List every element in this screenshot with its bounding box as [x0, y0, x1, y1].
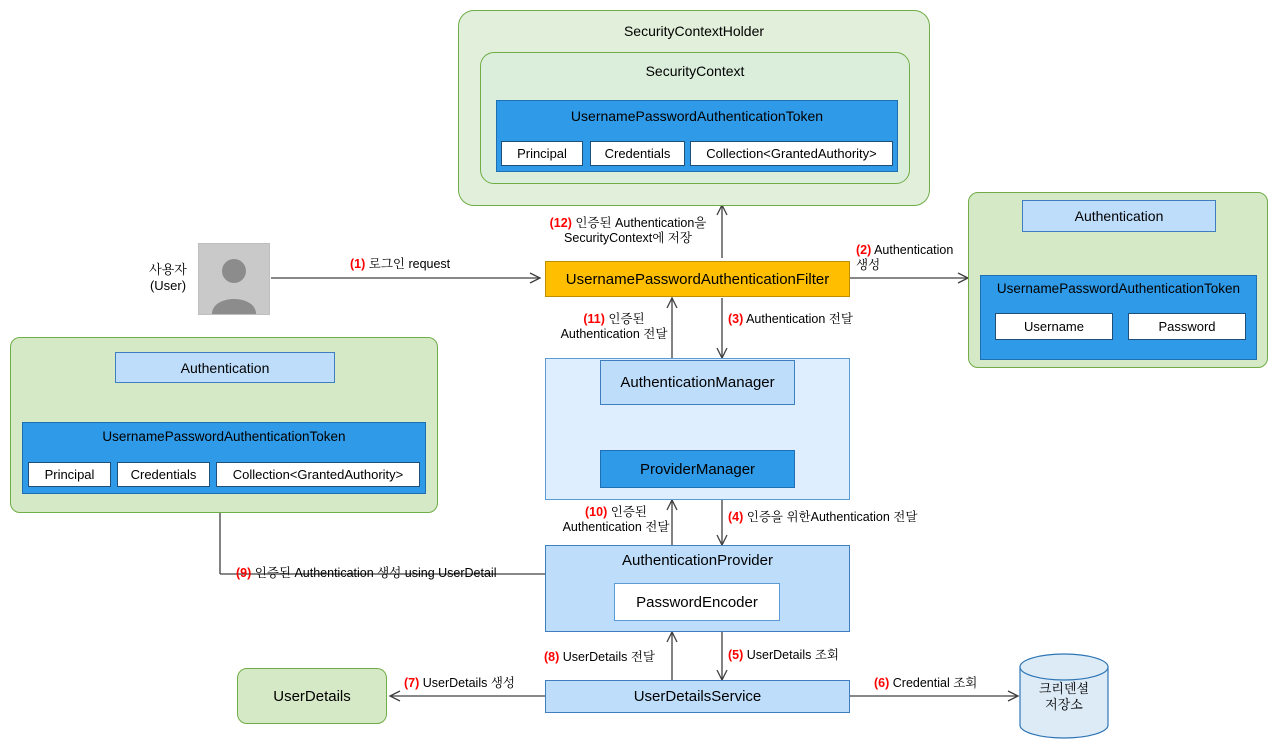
- annotation-1-num: (1): [350, 257, 366, 271]
- user-details-service: UserDetailsService: [545, 680, 850, 713]
- annotation-10: [556, 505, 676, 535]
- authentication-left: Authentication: [115, 352, 335, 383]
- username-password-authentication-filter: UsernamePasswordAuthenticationFilter: [545, 261, 850, 297]
- annotation-5: [728, 648, 839, 663]
- user-label-line1: 사용자: [149, 262, 187, 277]
- token-top-label: UsernamePasswordAuthenticationToken: [570, 108, 824, 124]
- annotation-11: [554, 312, 674, 342]
- annotation-12-text: 인증된 Authentication을: [575, 216, 707, 230]
- annotation-4-num: (4): [728, 510, 744, 524]
- annotation-8-num: (8): [544, 650, 560, 664]
- security-context-holder-label: SecurityContextHolder: [623, 23, 765, 39]
- authentication-provider-label: AuthenticationProvider: [622, 552, 773, 569]
- annotation-6-text: Credential 조회: [892, 676, 978, 690]
- annotation-11-num: (11): [583, 312, 605, 326]
- authorities-top: Collection<GrantedAuthority>: [690, 141, 893, 166]
- annotation-3: [728, 312, 853, 327]
- credential-store-label-line2: 저장소: [1045, 697, 1083, 712]
- annotation-10-text: 인증된: [610, 505, 647, 519]
- annotation-2: [856, 243, 976, 273]
- annotation-9-text: 인증된 Authentication 생성 using UserDetail: [254, 566, 497, 580]
- annotation-10-num: (10): [585, 505, 608, 519]
- annotation-11-text2: Authentication 전달: [560, 327, 668, 341]
- annotation-4-text: 인증을 위한Authentication 전달: [746, 510, 918, 524]
- annotation-7-text: UserDetails 생성: [422, 676, 515, 690]
- annotation-8: [544, 650, 655, 665]
- user-label: [140, 262, 196, 294]
- token-right-label: UsernamePasswordAuthenticationToken: [996, 281, 1241, 296]
- authorities-left: Collection<GrantedAuthority>: [216, 462, 420, 487]
- annotation-12: [528, 216, 728, 246]
- annotation-3-num: (3): [728, 312, 744, 326]
- authentication-right: Authentication: [1022, 200, 1216, 232]
- annotation-2-text2: 생성: [856, 258, 881, 272]
- annotation-4: [728, 510, 917, 525]
- authentication-manager: AuthenticationManager: [600, 360, 795, 405]
- annotation-1: [350, 257, 450, 272]
- annotation-12-text2: SecurityContext에 저장: [564, 231, 692, 245]
- annotation-7-num: (7): [404, 676, 420, 690]
- annotation-9: [236, 566, 497, 581]
- annotation-5-num: (5): [728, 648, 744, 662]
- principal-left: Principal: [28, 462, 111, 487]
- annotation-2-num: (2): [856, 243, 872, 257]
- annotation-2-text: Authentication: [874, 243, 954, 257]
- annotation-9-num: (9): [236, 566, 252, 580]
- credentials-left: Credentials: [117, 462, 210, 487]
- annotation-10-text2: Authentication 전달: [562, 520, 670, 534]
- credential-store-label: [1018, 681, 1110, 713]
- annotation-11-text: 인증된: [608, 312, 645, 326]
- provider-manager: ProviderManager: [600, 450, 795, 488]
- principal-top: Principal: [501, 141, 583, 166]
- annotation-7: [404, 676, 515, 691]
- password-field: Password: [1128, 313, 1246, 340]
- annotation-3-text: Authentication 전달: [746, 312, 853, 326]
- annotation-1-text: 로그인 request: [368, 257, 451, 271]
- user-details: UserDetails: [237, 668, 387, 724]
- annotation-8-text: UserDetails 전달: [562, 650, 655, 664]
- user-avatar: [198, 243, 270, 315]
- token-left-label: UsernamePasswordAuthenticationToken: [102, 429, 346, 444]
- annotation-6: [874, 676, 977, 691]
- user-label-line2: (User): [149, 278, 187, 293]
- annotation-6-num: (6): [874, 676, 890, 690]
- password-encoder: PasswordEncoder: [614, 583, 780, 621]
- credentials-top: Credentials: [590, 141, 685, 166]
- annotation-12-num: (12): [549, 216, 572, 230]
- annotation-5-text: UserDetails 조회: [746, 648, 839, 662]
- username-field: Username: [995, 313, 1113, 340]
- credential-store-label-line1: 크리덴셜: [1038, 681, 1090, 696]
- security-context-label: SecurityContext: [645, 63, 745, 79]
